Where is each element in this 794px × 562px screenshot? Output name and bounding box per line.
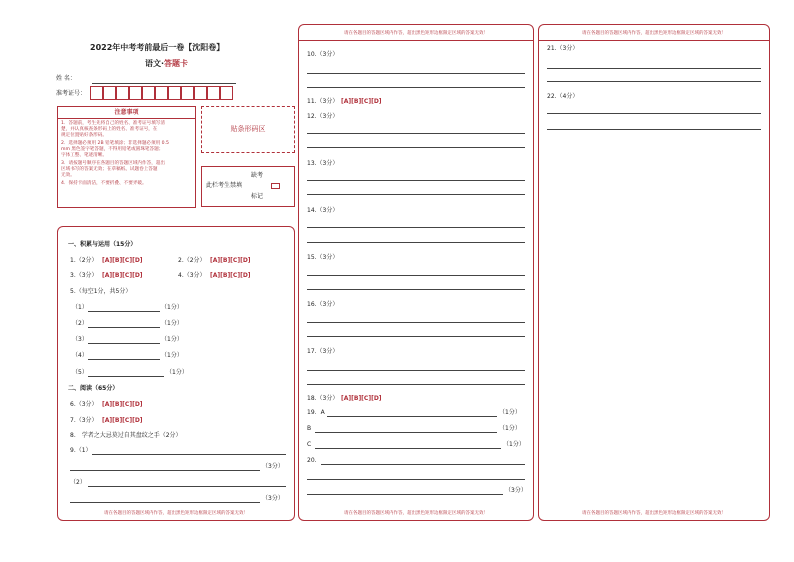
footer-notice-right: 请在各题目的答题区域内作答，超出黑色矩形边框限定区域的答案无效！ xyxy=(582,511,726,516)
q9-1-score: （3分） xyxy=(262,463,284,470)
note-line: 2．选择题必须用 2B 铅笔填涂；非选择题必须用 0.5 xyxy=(61,141,169,146)
q1-label: 1.（2分） xyxy=(70,257,98,264)
footer-notice-middle: 请在各题目的答题区域内作答，超出黑色矩形边框限定区域的答案无效！ xyxy=(344,511,488,516)
q9-2-label: （2） xyxy=(70,479,86,486)
absent-line1: 缺考 xyxy=(251,172,264,179)
q9-2-line-a[interactable] xyxy=(88,486,286,487)
q10-line[interactable] xyxy=(307,87,525,88)
note-line: 1．答题前，考生先将自己的姓名、准考证号填写清 xyxy=(61,121,165,126)
q22-line[interactable] xyxy=(547,113,761,114)
q21-line[interactable] xyxy=(547,68,761,69)
footer-notice-left: 请在各题目的答题区域内作答，超出黑色矩形边框限定区域的答案无效！ xyxy=(104,511,248,516)
q20-score: （3分） xyxy=(505,487,527,494)
q20-line[interactable] xyxy=(307,479,525,480)
q7-options[interactable]: [A][B][C][D] xyxy=(102,417,143,424)
subject-label: 语文 xyxy=(145,59,161,68)
q16-line[interactable] xyxy=(307,322,525,323)
q4-label: 4.（3分） xyxy=(178,272,206,279)
q5-blank-4-label: （4） xyxy=(72,352,88,359)
absent-line3: 标记 xyxy=(251,193,264,200)
q5-blank-1-score: （1分） xyxy=(161,304,183,311)
q5-blank-3[interactable] xyxy=(88,343,160,344)
notes-box xyxy=(57,106,196,208)
q19a-label: 19．A xyxy=(307,409,325,416)
name-field[interactable] xyxy=(92,83,236,84)
q5-blank-5-score: （1分） xyxy=(166,369,188,376)
id-label: 准考证号： xyxy=(56,90,87,97)
q5-blank-4-score: （1分） xyxy=(161,352,183,359)
note-line: 楚，并认真核查条形码上的姓名、准考证号，在 xyxy=(61,127,158,132)
q6-label: 6.（3分） xyxy=(70,401,98,408)
q5-blank-5-label: （5） xyxy=(72,369,88,376)
q15-line[interactable] xyxy=(307,275,525,276)
note-line: mm 黑色签字笔答题，不得用铅笔或圆珠笔答题； xyxy=(61,147,164,152)
answer-card-label: 答题卡 xyxy=(164,59,189,68)
q13-line[interactable] xyxy=(307,194,525,195)
q10-line[interactable] xyxy=(307,73,525,74)
q9-1-line-a[interactable] xyxy=(92,454,286,455)
exam-title: 2022年中考考前最后一卷【沈阳卷】 xyxy=(90,43,225,52)
q3-options[interactable]: [A][B][C][D] xyxy=(102,272,143,279)
q5-blank-2-label: （2） xyxy=(72,320,88,327)
q6-options[interactable]: [A][B][C][D] xyxy=(102,401,143,408)
notes-title: 注意事项 xyxy=(114,109,139,116)
card-title xyxy=(145,59,188,69)
q18-label: 18.（3分） xyxy=(307,395,339,402)
q13-label: 13.（3分） xyxy=(307,160,339,167)
note-line: 4．保持卡面清洁，不要折叠、不要弄破。 xyxy=(61,181,147,186)
q5-blank-1[interactable] xyxy=(88,311,160,312)
q10-label: 10.（3分） xyxy=(307,51,339,58)
q19a-line[interactable] xyxy=(327,416,497,417)
header-notice-right: 请在各题目的答题区域内作答，超出黑色矩形边框限定区域的答案无效！ xyxy=(582,31,726,36)
q12-line[interactable] xyxy=(307,147,525,148)
q13-line[interactable] xyxy=(307,180,525,181)
q14-line[interactable] xyxy=(307,242,525,243)
q5-blank-3-label: （3） xyxy=(72,336,88,343)
q17-line[interactable] xyxy=(307,384,525,385)
q19b-score: （1分） xyxy=(499,425,521,432)
q21-line[interactable] xyxy=(547,81,761,82)
title-dot: · xyxy=(161,59,165,68)
absent-box xyxy=(201,166,295,207)
q9-label: 9.（1） xyxy=(70,447,92,454)
q11-options[interactable]: [A][B][C][D] xyxy=(341,98,382,105)
q14-line[interactable] xyxy=(307,227,525,228)
q4-options[interactable]: [A][B][C][D] xyxy=(210,272,251,279)
q8-label: 8. 学者之大忌莫过自其盘纹之手（2分） xyxy=(70,432,182,439)
q16-label: 16.（3分） xyxy=(307,301,339,308)
section2-title: 二、阅读（65分） xyxy=(68,385,119,392)
note-line: 规定位置贴好条形码。 xyxy=(61,133,107,138)
q15-label: 15.（3分） xyxy=(307,254,339,261)
q17-label: 17.（3分） xyxy=(307,348,339,355)
name-label: 姓 名： xyxy=(56,75,76,82)
q12-label: 12.（3分） xyxy=(307,113,339,120)
q19b-line[interactable] xyxy=(315,432,497,433)
q2-options[interactable]: [A][B][C][D] xyxy=(210,257,251,264)
q5-label: 5.（每空1分，共5分） xyxy=(70,288,132,295)
q5-blank-5[interactable] xyxy=(88,376,164,377)
q19c-score: （1分） xyxy=(503,441,525,448)
q19a-score: （1分） xyxy=(499,409,521,416)
q11-label: 11.（3分） xyxy=(307,98,339,105)
q7-label: 7.（3分） xyxy=(70,417,98,424)
note-line: 字体工整、笔迹清晰。 xyxy=(61,153,107,158)
q18-options[interactable]: [A][B][C][D] xyxy=(341,395,382,402)
panel-left xyxy=(57,226,295,521)
q19c-label: C xyxy=(307,441,312,448)
q9-1-line-b[interactable] xyxy=(70,470,260,471)
q5-blank-2-score: （1分） xyxy=(161,320,183,327)
panel-right xyxy=(538,24,770,521)
q9-2-line-b[interactable] xyxy=(70,502,260,503)
id-boxes[interactable] xyxy=(90,86,234,100)
q1-options[interactable]: [A][B][C][D] xyxy=(102,257,143,264)
q22-line[interactable] xyxy=(547,129,761,130)
section1-title: 一、积累与运用（15分） xyxy=(68,241,137,248)
absent-checkbox[interactable] xyxy=(271,183,280,189)
q19b-label: B xyxy=(307,425,312,432)
note-line: 3．请按题号顺序在各题目的答题区域内作答，超出 xyxy=(61,161,165,166)
note-line: 无效。 xyxy=(61,173,75,178)
q16-line[interactable] xyxy=(307,336,525,337)
q17-line[interactable] xyxy=(307,370,525,371)
q20-line[interactable] xyxy=(321,464,525,465)
q22-label: 22.（4分） xyxy=(547,93,579,100)
q5-blank-2[interactable] xyxy=(88,327,160,328)
q2-label: 2.（2分） xyxy=(178,257,206,264)
q5-blank-4[interactable] xyxy=(88,359,160,360)
q9-2-score: （3分） xyxy=(262,495,284,502)
q20-line[interactable] xyxy=(307,494,503,495)
barcode-label: 贴条形码区 xyxy=(230,125,266,133)
q5-blank-3-score: （1分） xyxy=(161,336,183,343)
header-notice-middle: 请在各题目的答题区域内作答，超出黑色矩形边框限定区域的答案无效！ xyxy=(344,31,488,36)
q12-line[interactable] xyxy=(307,133,525,134)
panel-middle xyxy=(298,24,534,521)
barcode-area xyxy=(201,106,295,153)
q5-blank-1-label: （1） xyxy=(72,304,88,311)
absent-line2: 此栏考生禁填 xyxy=(206,182,243,189)
q14-label: 14.（3分） xyxy=(307,207,339,214)
q20-label: 20. xyxy=(307,457,317,464)
note-line: 区域书写的答案无效；在草稿纸、试题卷上答题 xyxy=(61,167,158,172)
q3-label: 3.（3分） xyxy=(70,272,98,279)
q21-label: 21.（3分） xyxy=(547,45,579,52)
q19c-line[interactable] xyxy=(315,448,501,449)
q15-line[interactable] xyxy=(307,289,525,290)
